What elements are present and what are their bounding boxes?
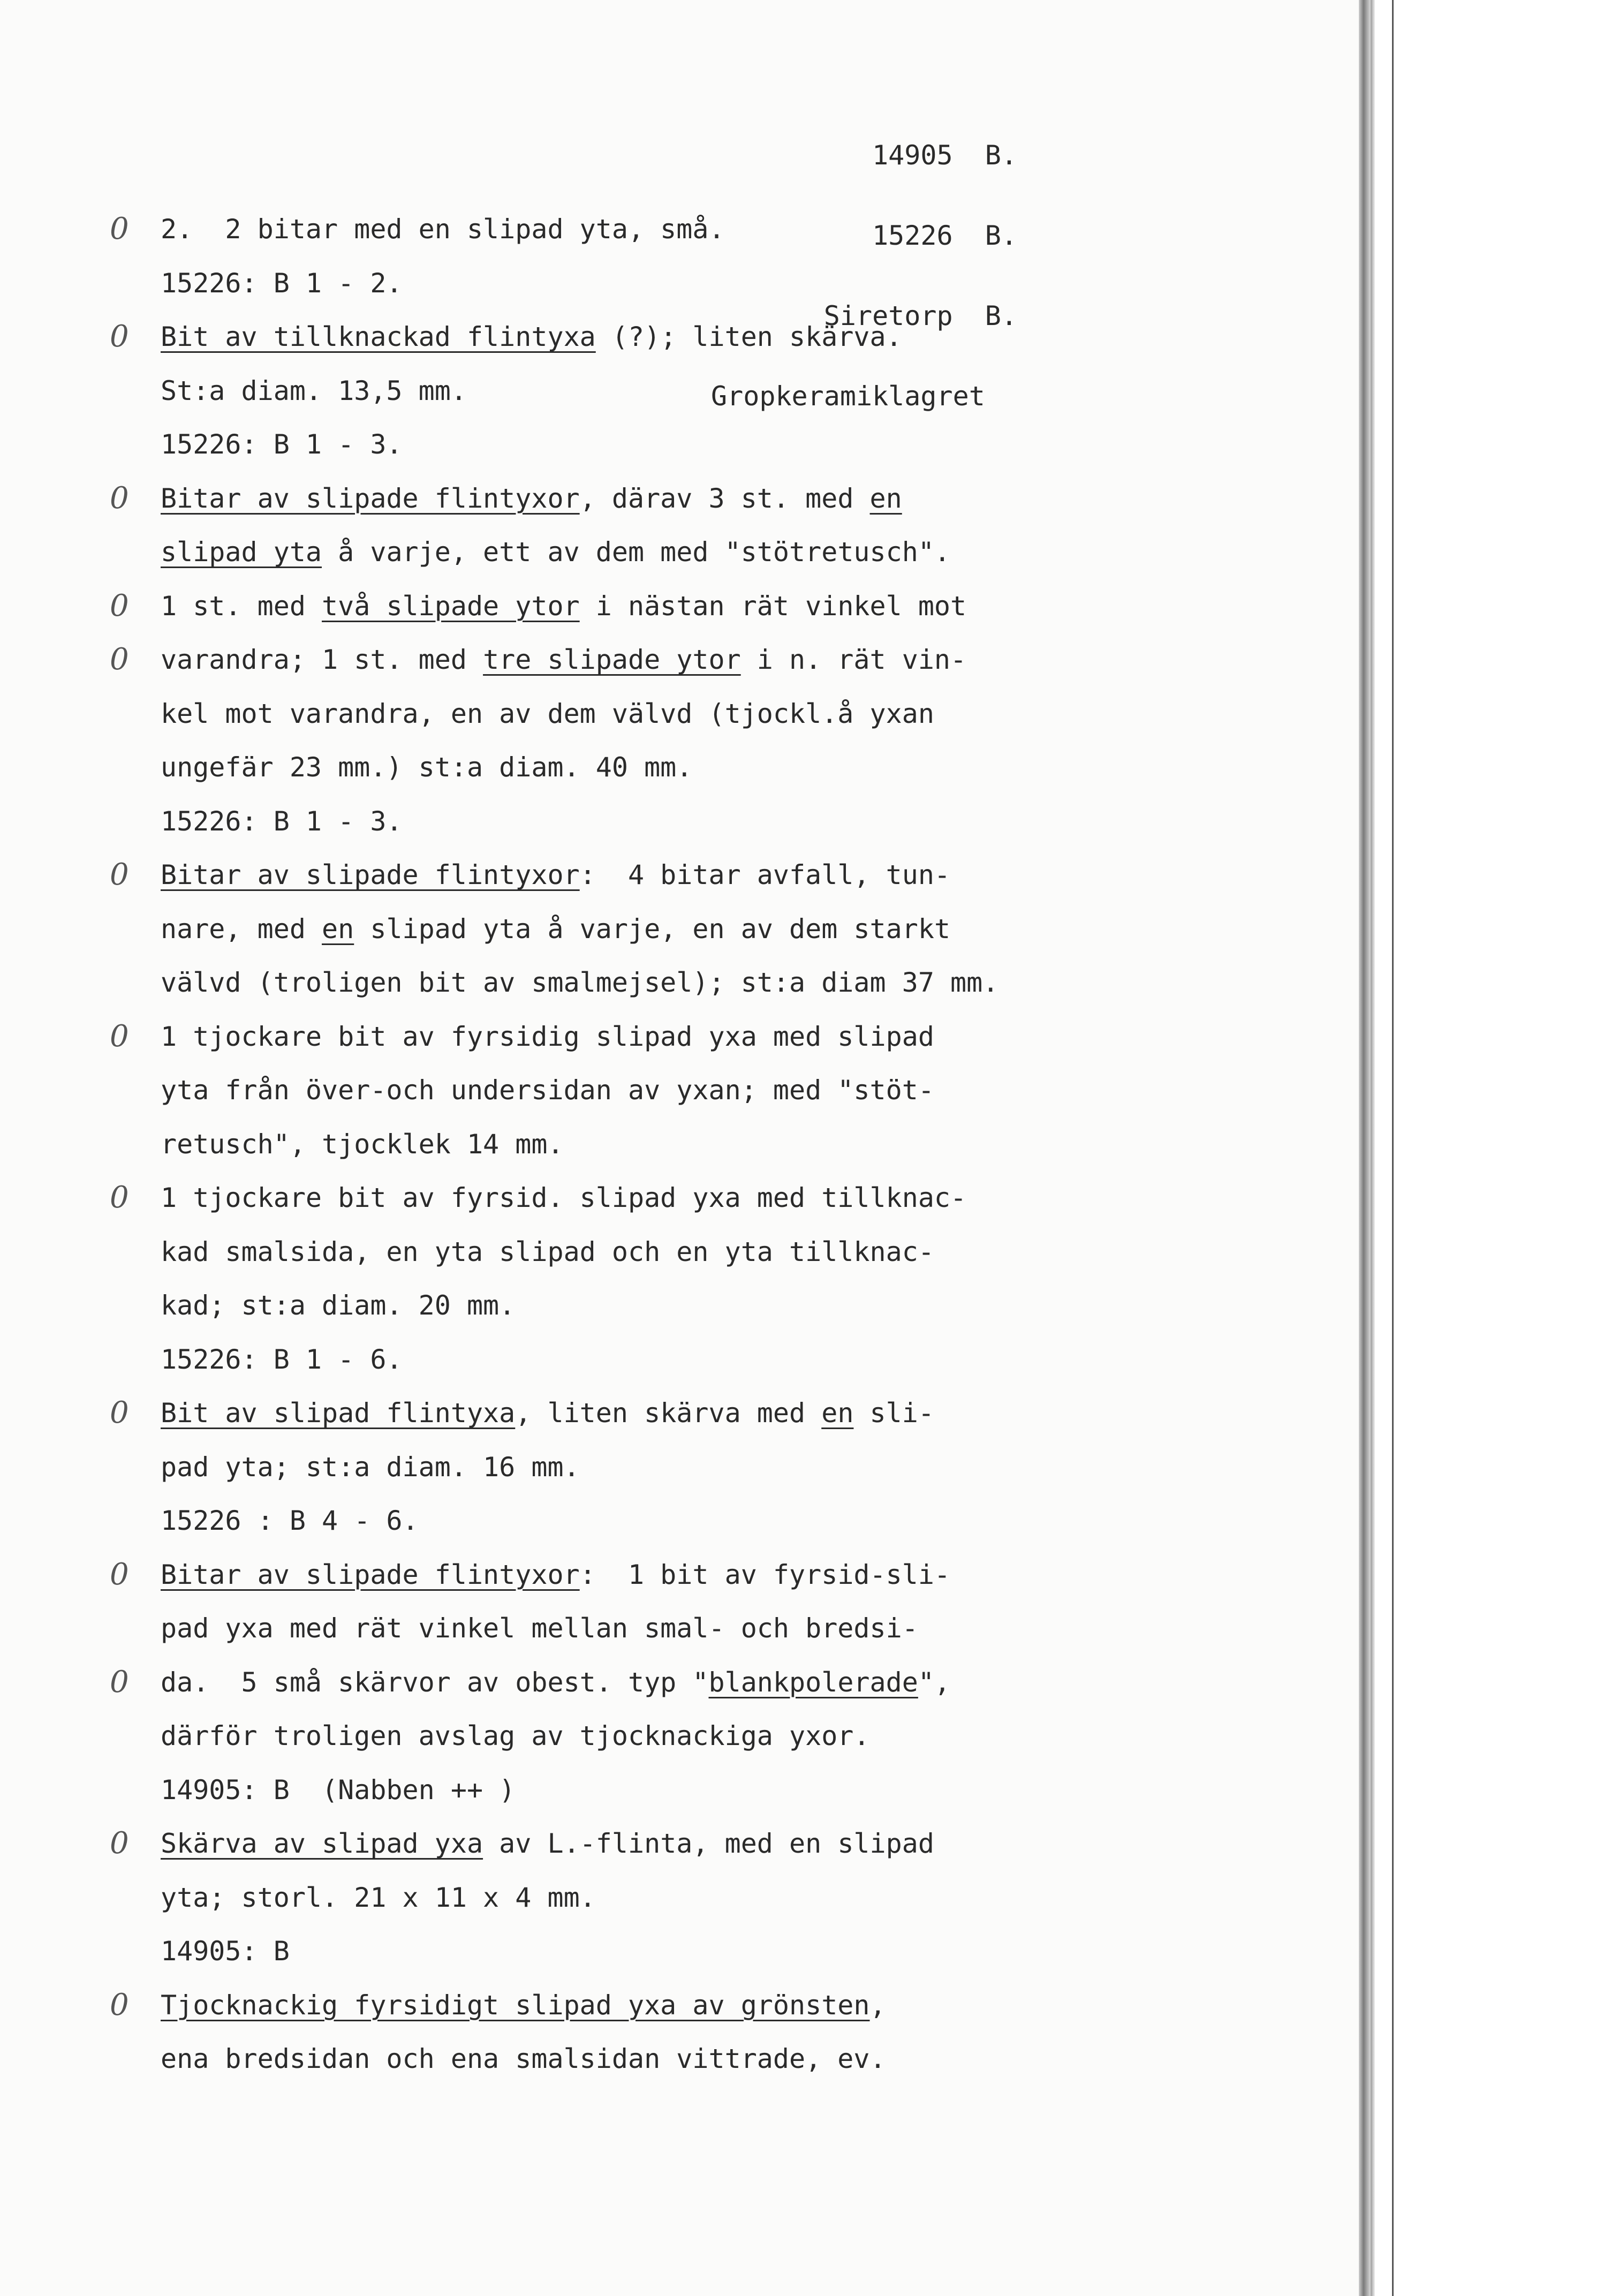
text-segment: sli- (853, 1398, 934, 1429)
page-edge-shadow (1371, 0, 1375, 2296)
header-line: 14905 B. (872, 140, 1017, 171)
margin-mark: 0 (110, 1180, 129, 1215)
text-segment: , (869, 1989, 886, 2021)
text-line (110, 1817, 1178, 1871)
margin-mark: 0 (110, 480, 129, 516)
underlined-text: slipad yta (161, 537, 322, 568)
underlined-text: en (322, 913, 354, 945)
text-line (110, 310, 1178, 364)
underlined-text: Bitar av slipade flintyxor (161, 1559, 580, 1590)
text-line (110, 1010, 1178, 1064)
text-segment: , därav 3 st. med (579, 482, 870, 514)
page-edge-line (1392, 0, 1394, 2296)
text-line (161, 795, 1178, 849)
underlined-text: tre slipade ytor (483, 644, 741, 675)
text-segment: 14905: B (Nabben ++ ) (161, 1774, 516, 1806)
text-line (110, 633, 1178, 687)
text-line (110, 1171, 1178, 1225)
underlined-text: Bitar av slipade flintyxor (161, 859, 580, 890)
margin-mark: 0 (110, 1987, 129, 2022)
text-line (161, 1871, 1178, 1925)
text-segment: kel mot varandra, en av dem välvd (tjockl.å yxan (161, 698, 934, 729)
text-line (161, 1924, 1178, 1978)
text-line (110, 1548, 1178, 1602)
header-line: Gropkeramiklagret (711, 381, 1017, 412)
text-line (110, 1656, 1178, 1710)
header-line: Siretorp B. (823, 300, 1017, 331)
page-edge (1359, 0, 1371, 2296)
text-line (110, 848, 1178, 902)
text-segment: yta från över-och undersidan av yxan; med "stöt- (161, 1075, 934, 1106)
underlined-text: en (869, 482, 902, 514)
text-segment: pad yta; st:a diam. 16 mm. (161, 1451, 580, 1483)
margin-mark: 0 (110, 1664, 129, 1700)
text-segment: (?); liten skärva. (595, 321, 902, 352)
text-segment: pad yxa med rät vinkel mellan smal- och bredsi- (161, 1613, 918, 1644)
text-segment: ", (918, 1666, 951, 1698)
document-body (110, 202, 1178, 2086)
underlined-text: Bitar av slipade flintyxor (161, 482, 580, 514)
text-line (161, 2032, 1178, 2086)
text-segment: i n. rät vin- (740, 644, 967, 675)
text-line (161, 525, 1178, 579)
underlined-text: blankpolerade (708, 1666, 918, 1698)
text-segment: slipad yta å varje, en av dem starkt (354, 913, 951, 945)
underlined-text: två slipade ytor (322, 590, 580, 622)
text-line (161, 418, 1178, 472)
text-segment: St:a diam. 13,5 mm. (161, 375, 467, 406)
text-line (161, 364, 1178, 418)
text-segment: 15226: B 1 - 6. (161, 1343, 403, 1375)
text-line (161, 956, 1178, 1010)
text-line (161, 1117, 1178, 1172)
margin-mark: 0 (110, 588, 129, 623)
text-segment: , liten skärva med (515, 1398, 822, 1429)
text-segment: nare, med (161, 913, 322, 945)
text-line (161, 256, 1178, 311)
text-segment: å varje, ett av dem med "stötretusch". (322, 537, 951, 568)
underlined-text: Skärva av slipad yxa (161, 1828, 483, 1859)
text-segment: 15226: B 1 - 3. (161, 805, 403, 837)
text-segment: retusch", tjocklek 14 mm. (161, 1128, 564, 1160)
text-segment: 1 tjockare bit av fyrsidig slipad yxa med slipad (161, 1021, 934, 1052)
text-segment: kad smalsida, en yta slipad och en yta tillknac- (161, 1236, 934, 1267)
text-segment: varandra; 1 st. med (161, 644, 483, 675)
text-line (161, 1063, 1178, 1117)
text-line (161, 1763, 1178, 1817)
text-segment: välvd (troligen bit av smalmejsel); st:a diam 37 mm. (161, 967, 999, 998)
underlined-text: Bit av tillknackad flintyxa (161, 321, 596, 352)
margin-mark: 0 (110, 212, 129, 246)
text-line (161, 1494, 1178, 1548)
text-segment: : 4 bitar avfall, tun- (579, 859, 951, 890)
text-line (161, 1709, 1178, 1763)
text-segment: 14905: B (161, 1936, 290, 1967)
text-line (110, 1978, 1178, 2033)
margin-mark: 0 (110, 1557, 129, 1592)
text-segment: da. 5 små skärvor av obest. typ " (161, 1666, 709, 1698)
text-segment: ungefär 23 mm.) st:a diam. 40 mm. (161, 752, 693, 783)
text-segment: 15226: B 1 - 3. (161, 429, 403, 460)
text-line (161, 687, 1178, 741)
margin-mark: 0 (110, 1395, 129, 1430)
text-segment: ena bredsidan och ena smalsidan vittrade, ev. (161, 2043, 886, 2074)
text-line (161, 902, 1178, 956)
text-line (161, 1602, 1178, 1656)
text-line (161, 1333, 1178, 1387)
text-segment: 1 tjockare bit av fyrsid. slipad yxa med tillknac- (161, 1182, 967, 1213)
margin-mark: 0 (110, 857, 129, 892)
text-line (161, 1440, 1178, 1494)
text-line (110, 472, 1178, 526)
margin-mark: 0 (110, 1018, 129, 1054)
text-segment: 15226: B 1 - 2. (161, 267, 403, 299)
margin-mark: 0 (110, 319, 129, 354)
text-line (161, 741, 1178, 795)
text-line (110, 202, 1178, 256)
underlined-text: en (821, 1398, 854, 1429)
text-segment: 15226 : B 4 - 6. (161, 1505, 419, 1536)
text-segment: 2. 2 bitar med en slipad yta, små. (161, 214, 725, 245)
text-segment: 1 st. med (161, 590, 322, 622)
text-segment: i nästan rät vinkel mot (579, 590, 967, 622)
underlined-text: Bit av slipad flintyxa (161, 1398, 516, 1429)
text-line (110, 1386, 1178, 1440)
text-segment: yta; storl. 21 x 11 x 4 mm. (161, 1882, 596, 1913)
margin-mark: 0 (110, 1826, 129, 1861)
text-segment: därför troligen avslag av tjocknackiga yxor. (161, 1720, 870, 1751)
header-line: 15226 B. (872, 220, 1017, 251)
text-segment: kad; st:a diam. 20 mm. (161, 1290, 516, 1321)
margin-mark: 0 (110, 642, 129, 677)
text-line (110, 579, 1178, 633)
underlined-text: Tjocknackig fyrsidigt slipad yxa av grönsten (161, 1989, 870, 2021)
text-line (161, 1225, 1178, 1279)
text-segment: : 1 bit av fyrsid-sli- (579, 1559, 951, 1590)
text-line (161, 1279, 1178, 1333)
text-segment: av L.-flinta, med en slipad (483, 1828, 934, 1859)
